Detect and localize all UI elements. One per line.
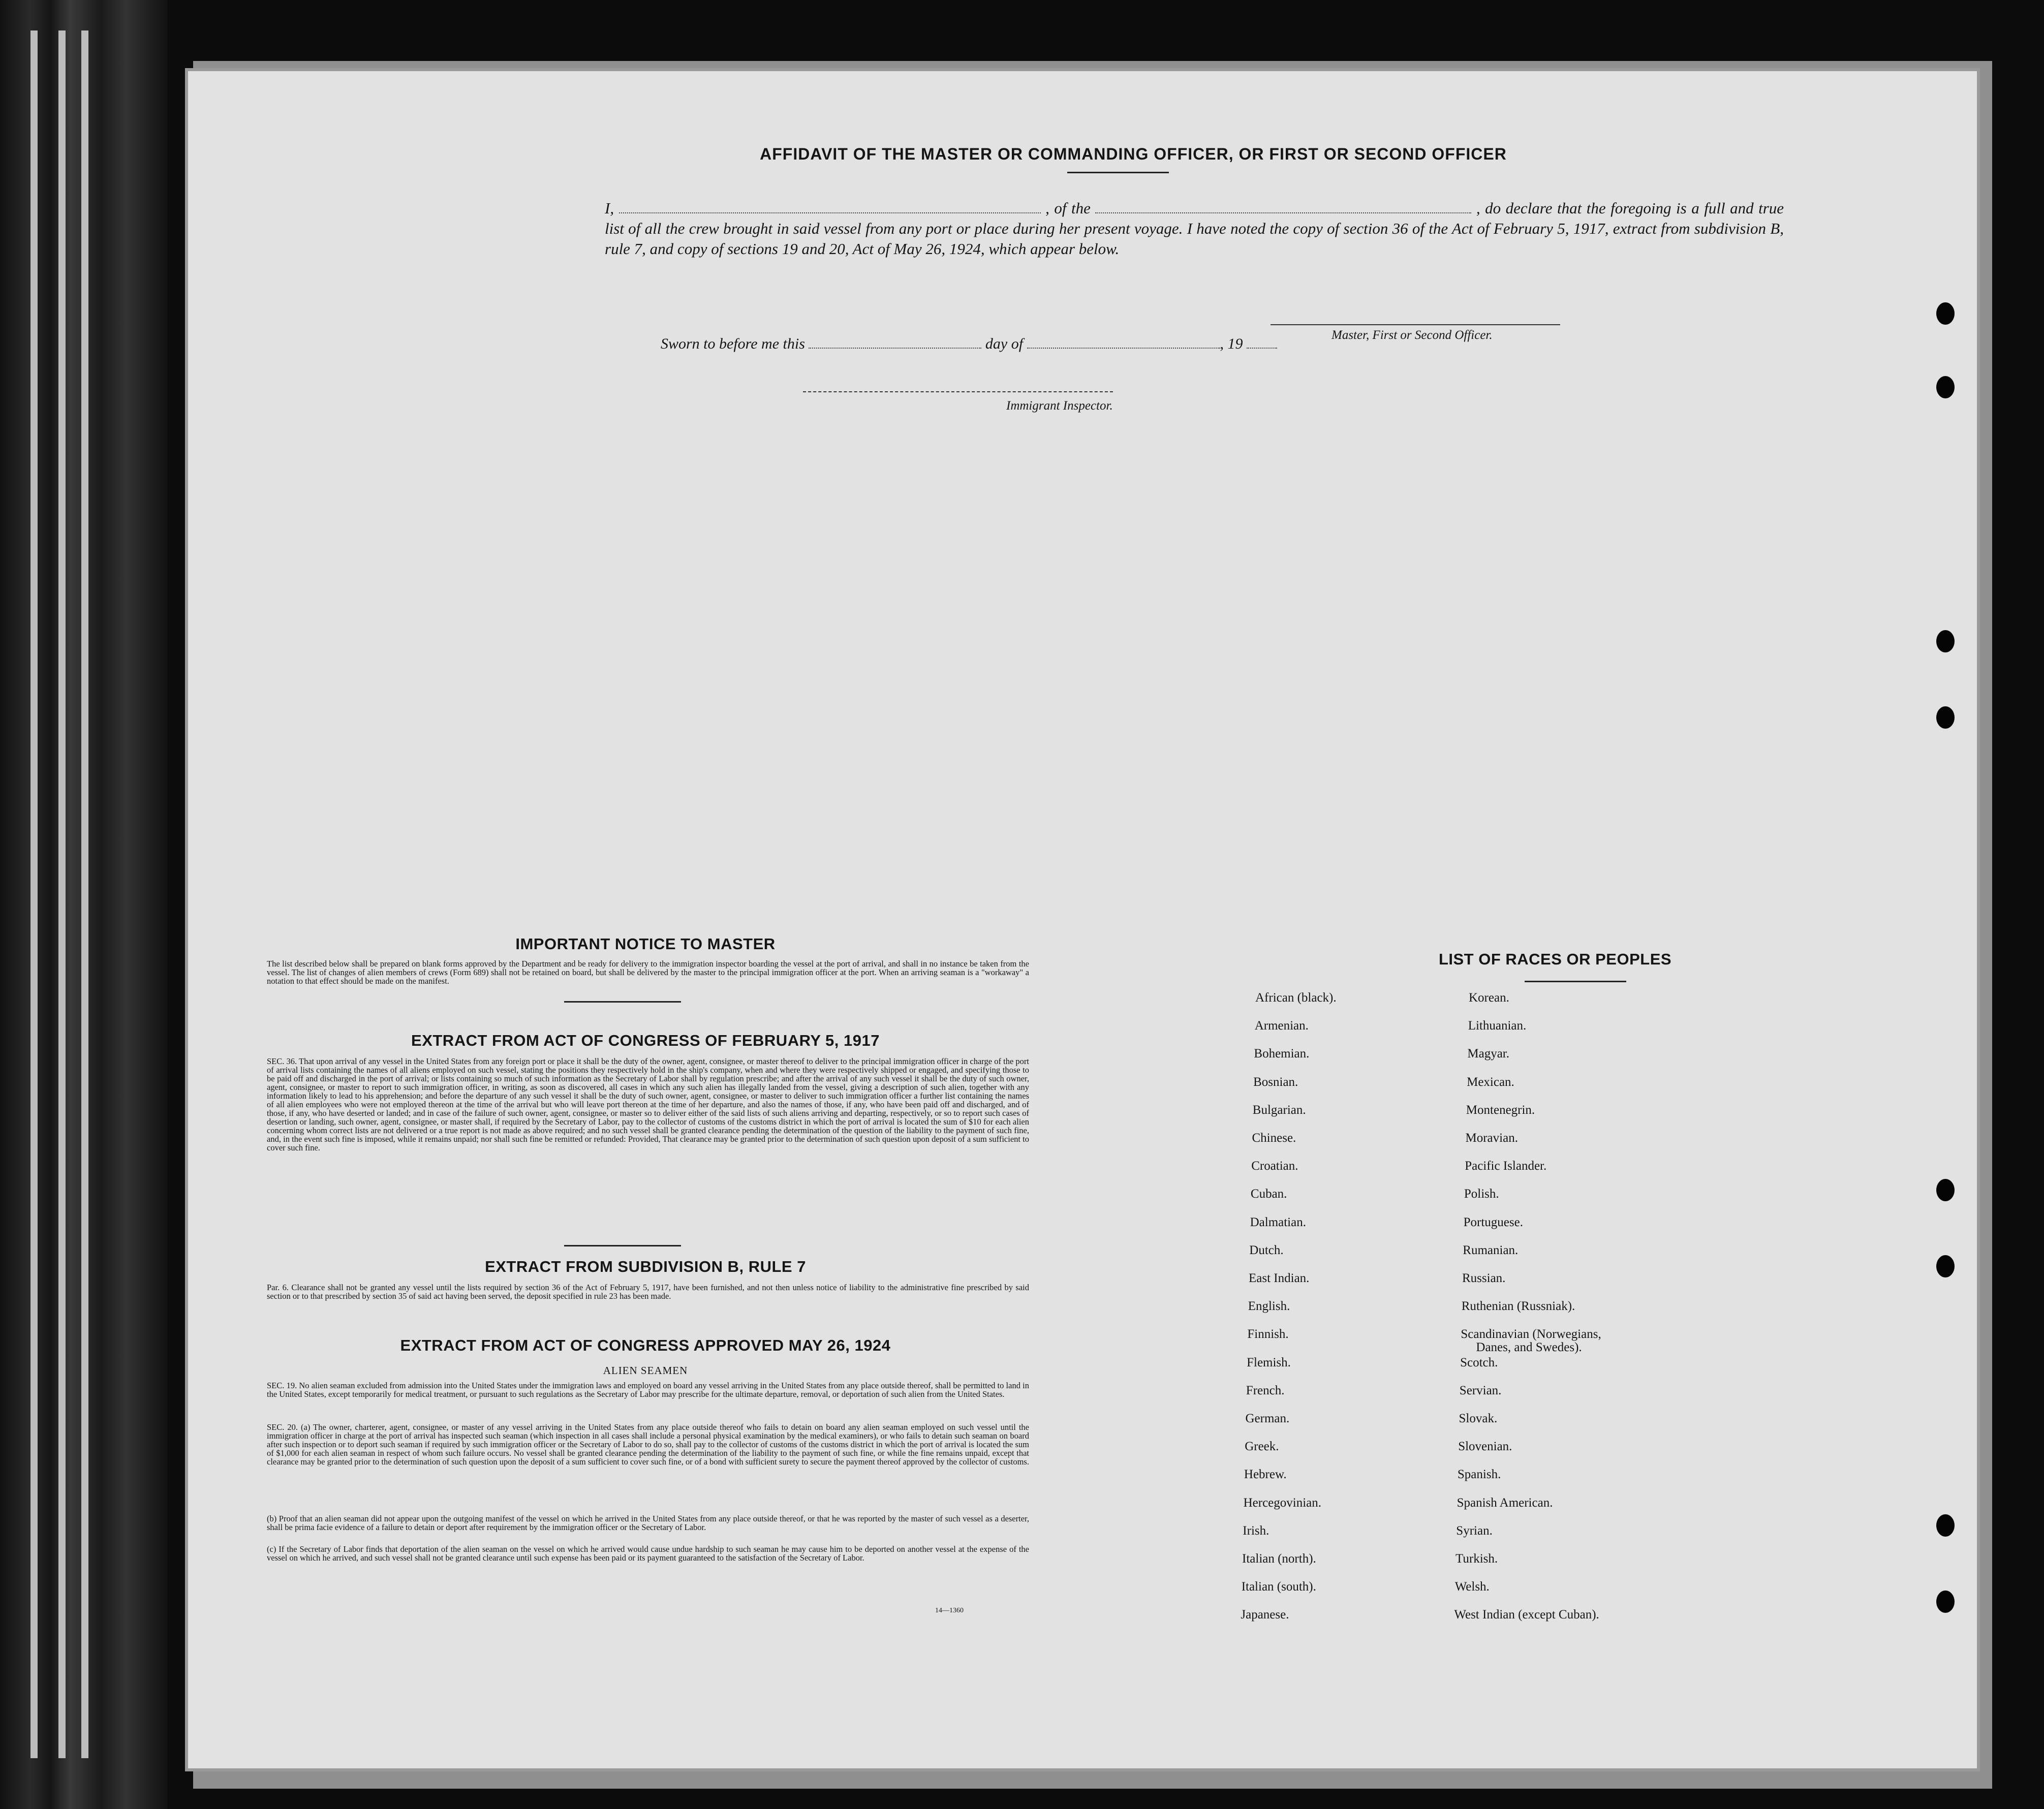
race-item: English. bbox=[1248, 1299, 1290, 1314]
race-item: Italian (south). bbox=[1241, 1580, 1316, 1594]
race-item: Greek. bbox=[1245, 1440, 1279, 1454]
race-item: Montenegrin. bbox=[1466, 1103, 1535, 1117]
race-item: Japanese. bbox=[1241, 1608, 1289, 1622]
affidavit-body bbox=[605, 198, 1784, 259]
inspector-caption: Immigrant Inspector. bbox=[1006, 399, 1113, 413]
year-prefix: , 19 bbox=[1220, 335, 1243, 352]
race-item: Slovak. bbox=[1459, 1412, 1498, 1425]
race-item: Finnish. bbox=[1247, 1327, 1289, 1342]
race-item: Korean. bbox=[1469, 991, 1509, 1005]
race-item: Cuban. bbox=[1250, 1187, 1287, 1201]
day-blank bbox=[809, 335, 981, 349]
race-item: Croatian. bbox=[1251, 1159, 1298, 1173]
title-rule bbox=[1067, 172, 1169, 173]
punch-hole bbox=[1936, 302, 1955, 325]
race-item: Dutch. bbox=[1249, 1243, 1284, 1257]
race-item: Italian (north). bbox=[1242, 1552, 1316, 1566]
extract-1924-sec19: SEC. 19. No alien seaman excluded from admission into the United States under the immigration laws and employed on board any vessel arriving in the United States from any place outside thereof, shall be permitted to land in the United States, except temporarily for medical treatment, or pursuant to such regulations as the Secretary of Labor may prescribe for the ultimate departure, removal, or deportation of such alien from the United States. bbox=[267, 1381, 1029, 1399]
race-item: West Indian (except Cuban). bbox=[1454, 1608, 1599, 1622]
day-of: day of bbox=[985, 335, 1024, 352]
race-item: Mexican. bbox=[1467, 1075, 1514, 1089]
name-blank bbox=[619, 200, 1041, 213]
form-number: 14—1360 bbox=[935, 1607, 964, 1614]
notice-text: The list described below shall be prepared on blank forms approved by the Department and be ready for delivery to the immigration inspector boarding the vessel at the port of arrival, and shall in no instance be taken from the vessel. The list of changes of alien members of crews (Form 689) shall not be retained on board, but shall be delivered by the master to the principal immigration officer at the port. When an arriving seaman is a "workaway" a notation to that effect should be made on the manifest. bbox=[267, 959, 1029, 986]
race-item: Polish. bbox=[1464, 1187, 1499, 1201]
race-item: Syrian. bbox=[1456, 1523, 1493, 1538]
race-item: Portuguese. bbox=[1463, 1215, 1523, 1229]
race-item: Rumanian. bbox=[1463, 1243, 1519, 1257]
race-item: Hebrew. bbox=[1244, 1468, 1287, 1482]
punch-hole bbox=[1936, 376, 1955, 398]
extract-1924-sec20b: (b) Proof that an alien seaman did not appear upon the outgoing manifest of the vessel on which he arrived in the United States from any place outside thereof, or that he was reported by the master of such vessel as a deserter, shall be prima facie evidence of a failure to detain or deport after requirement by the immigration officer or the Secretary of Labor. bbox=[267, 1514, 1029, 1532]
extract-1924-sec20a: SEC. 20. (a) The owner, charterer, agent, consignee, or master of any vessel arriving in the United States from any place outside thereof who fails to detain on board any alien seaman employed on such vessel until the immigration officer in charge at the port of arrival has inspected such seaman (which inspection in all cases shall include a personal physical examination by the medical examiners), or who fails to detain such seaman on board after such inspection or to deport such seaman if required by such immigration officer or the Secretary of Labor to do so, shall pay to the collector of customs of the customs district in which the port of arrival is located the sum of $1,000 for each alien seaman in respect of whom such failure occurs. No vessel shall be granted clearance pending the determination of the liability to the payment of such fine, or while the fine remains unpaid, except that clearance may be granted prior to the determination of such question upon the deposit of a sum sufficient to cover such fine, or of a bond with sufficient surety to secure the payment thereof approved by the collector of customs. bbox=[267, 1422, 1029, 1467]
punch-hole bbox=[1936, 1255, 1955, 1277]
race-item: Chinese. bbox=[1252, 1131, 1296, 1145]
race-item: Slovenian. bbox=[1458, 1440, 1512, 1454]
binder-line bbox=[81, 30, 88, 1758]
extract-rule7-text: Par. 6. Clearance shall not be granted any vessel until the lists required by section 36 of the Act of February 5, 1917, have been furnished, and not then unless notice of liability to the administrative fine prescribed by said section or to that prescribed by section 35 of said act having been served, the deposit specified in rule 23 has been made. bbox=[267, 1283, 1029, 1301]
year-blank bbox=[1247, 335, 1277, 349]
affidavit-title: AFFIDAVIT OF THE MASTER OR COMMANDING OFFICER, OR FIRST OR SECOND OFFICER bbox=[760, 145, 1507, 163]
race-item: French. bbox=[1246, 1383, 1285, 1397]
punch-hole bbox=[1936, 1514, 1955, 1537]
race-item: Flemish. bbox=[1247, 1355, 1291, 1369]
extract-1924-title: EXTRACT FROM ACT OF CONGRESS APPROVED MAY 26, 1924 bbox=[400, 1336, 891, 1354]
race-item: Bohemian. bbox=[1254, 1047, 1310, 1061]
race-item: East Indian. bbox=[1249, 1271, 1310, 1285]
race-item: Bosnian. bbox=[1253, 1075, 1298, 1089]
sworn-prefix: Sworn to before me this bbox=[661, 335, 805, 352]
extract-1917-title: EXTRACT FROM ACT OF CONGRESS OF FEBRUARY 5, 1917 bbox=[411, 1032, 880, 1049]
race-item: Scandinavian (Norwegians, bbox=[1461, 1327, 1601, 1342]
notice-title: IMPORTANT NOTICE TO MASTER bbox=[515, 935, 776, 953]
race-item: Pacific Islander. bbox=[1465, 1159, 1547, 1173]
affidavit-of-the: , of the bbox=[1045, 199, 1091, 217]
race-item: African (black). bbox=[1255, 991, 1337, 1005]
vessel-blank bbox=[1095, 200, 1471, 213]
race-item: Ruthenian (Russniak). bbox=[1461, 1299, 1575, 1314]
race-item: Danes, and Swedes). bbox=[1476, 1340, 1582, 1355]
race-item: Bulgarian. bbox=[1252, 1103, 1306, 1117]
punch-hole bbox=[1936, 1179, 1955, 1201]
race-item: German. bbox=[1245, 1412, 1290, 1425]
binder-line bbox=[30, 30, 38, 1758]
extract-rule7-title: EXTRACT FROM SUBDIVISION B, RULE 7 bbox=[485, 1258, 806, 1275]
race-item: Magyar. bbox=[1467, 1047, 1510, 1061]
race-item: Hercegovinian. bbox=[1243, 1495, 1321, 1510]
affidavit-i: I, bbox=[605, 199, 614, 217]
extract-1917-text: SEC. 36. That upon arrival of any vessel in the United States from any foreign port or place it shall be the duty of the owner, agent, consignee, or master thereof to deliver to the principal immigration officer in charge of the port of arrival lists containing the names of all aliens employed on such vessel, stating the positions they respectively hold in the ship's company, when and where they were respectively shipped or engaged, and specifying those to be paid off and discharged in the port of arrival; or lists containing so much of such information as the Secretary of Labor shall by regulation prescribe; and after the arrival of any such vessel it shall be the duty of such owner, agent, consignee, or master to report to such immigration officer, in writing, as soon as discovered, all cases in which any such alien has illegally landed from the vessel, giving a description of such alien, together with any information likely to lead to his apprehension; and before the departure of any such vessel it shall be the duty of such owner, agent, consignee, or master to deliver to such immigration officer a further list containing the names of all alien employees who were not employed thereon at the time of the arrival but who will leave port thereon at the time of her departure, and also the names of those, if any, who have been paid off and discharged, and of those, if any, who have deserted or landed; and in case of the failure of such owner, agent, consignee, or master so to deliver either of the said lists of such aliens arriving and departing, respectively, or so to report such cases of desertion or landing, such owner, agent, consignee, or master shall, if required by the Secretary of Labor, pay to the collector of customs of the customs district in which the port of arrival is located the sum of $10 for each alien concerning whom correct lists are not delivered or a true report is not made as above required; and no such vessel shall be granted clearance pending the determination of the question of the liability to the payment of such fine, and, in the event such fine is imposed, while it remains unpaid; nor shall such fine be remitted or refunded: Provided, That clearance may be granted prior to the determination of such question upon deposit of a sum sufficient to cover such fine. bbox=[267, 1056, 1029, 1152]
punch-hole bbox=[1936, 706, 1955, 729]
race-item: Welsh. bbox=[1454, 1580, 1490, 1594]
race-item: Turkish. bbox=[1455, 1552, 1498, 1566]
sworn-line bbox=[661, 335, 1277, 353]
race-item: Armenian. bbox=[1254, 1019, 1309, 1033]
master-signature-line bbox=[1271, 324, 1560, 325]
affidavit-text: that the foregoing is a full and true list of all the crew brought in said vessel from any port or place during her present voyage. I have noted the copy of section 36 of the Act of February 5, 1917, extract from subdivision B, rule 7, and copy of sections 19 and 20, Act of May 26, 1924, which appear below. bbox=[605, 199, 1784, 258]
races-rule bbox=[1525, 981, 1626, 982]
race-item: Spanish. bbox=[1457, 1468, 1501, 1482]
race-item: Dalmatian. bbox=[1250, 1215, 1306, 1229]
affidavit-do-declare: , do declare bbox=[1476, 199, 1553, 217]
master-caption: Master, First or Second Officer. bbox=[1331, 328, 1493, 342]
section-rule bbox=[564, 1001, 681, 1003]
month-blank bbox=[1027, 335, 1220, 349]
races-title: LIST OF RACES OR PEOPLES bbox=[1438, 950, 1672, 968]
binder-edge bbox=[0, 0, 168, 1809]
race-item: Servian. bbox=[1459, 1383, 1502, 1397]
race-item: Moravian. bbox=[1465, 1131, 1518, 1145]
binder-line bbox=[58, 30, 66, 1758]
race-item: Irish. bbox=[1243, 1523, 1269, 1538]
extract-1924-sec20c: (c) If the Secretary of Labor finds that deportation of the alien seaman on the vessel on which he arrived would cause undue hardship to such seaman he may cause him to be deported on another vessel at the expense of the vessel on which he arrived, and such vessel shall not be granted clearance until such expense has been paid or its payment guaranteed to the satisfaction of the Secretary of Labor. bbox=[267, 1544, 1029, 1563]
document-page bbox=[188, 71, 1977, 1768]
race-item: Lithuanian. bbox=[1468, 1019, 1527, 1033]
inspector-signature-line bbox=[803, 391, 1113, 392]
punch-hole bbox=[1936, 1590, 1955, 1613]
race-item: Spanish American. bbox=[1457, 1495, 1553, 1510]
alien-seamen-heading: ALIEN SEAMEN bbox=[603, 1364, 688, 1377]
race-item: Scotch. bbox=[1460, 1355, 1498, 1369]
section-rule bbox=[564, 1245, 681, 1246]
punch-hole bbox=[1936, 630, 1955, 652]
race-item: Russian. bbox=[1462, 1271, 1506, 1285]
